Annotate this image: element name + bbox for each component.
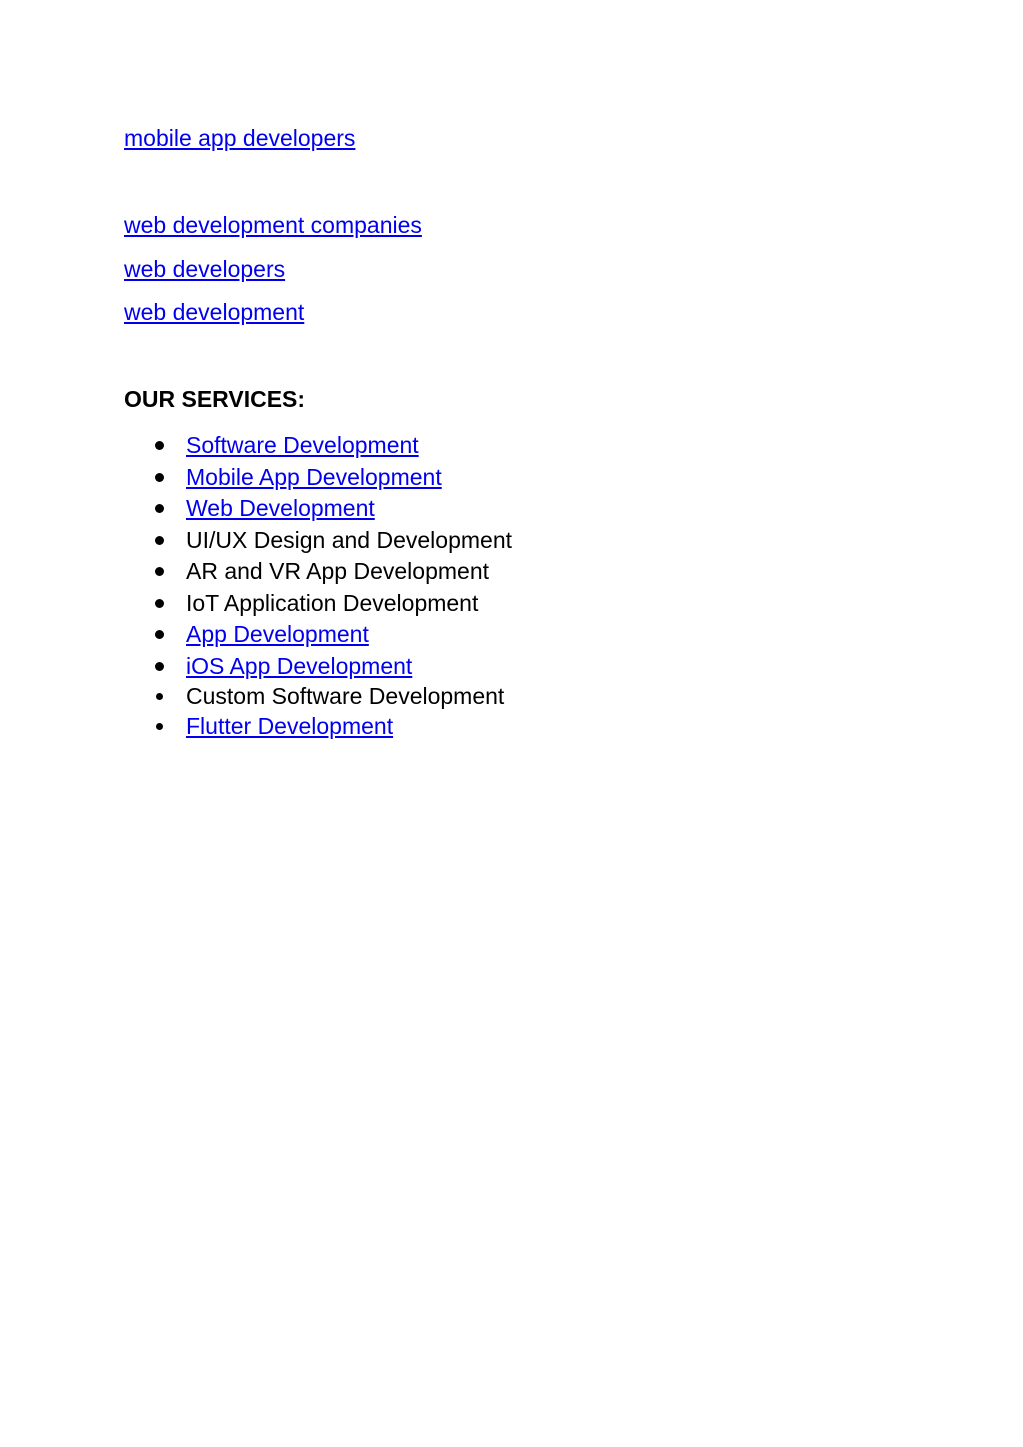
service-link-software-development[interactable]: Software Development (186, 432, 419, 458)
service-link-flutter-development[interactable]: Flutter Development (186, 713, 394, 739)
list-item (0, 493, 700, 523)
service-link-app-development[interactable]: App Development (186, 621, 369, 647)
list-item (0, 556, 700, 586)
bullet-icon (155, 630, 164, 639)
services-heading: OUR SERVICES: (124, 386, 306, 412)
list-item (0, 525, 700, 555)
list-item (0, 651, 700, 681)
list-item (0, 430, 700, 460)
bullet-icon (155, 536, 164, 545)
link-web-development-companies[interactable]: web development companies (124, 212, 422, 238)
link-mobile-app-developers[interactable]: mobile app developers (124, 125, 356, 151)
link-web-developers[interactable]: web developers (124, 256, 286, 282)
link-web-development[interactable]: web development (124, 299, 305, 325)
list-item (0, 711, 700, 741)
service-link-web-development[interactable]: Web Development (186, 495, 375, 521)
list-item (0, 619, 700, 649)
service-text-custom-software: Custom Software Development (186, 683, 505, 709)
bullet-icon (155, 662, 164, 671)
list-item (0, 588, 700, 618)
bullet-icon (156, 723, 163, 730)
bullet-icon (155, 567, 164, 576)
list-item (0, 681, 700, 711)
service-text-ui-ux-design: UI/UX Design and Development (186, 527, 512, 553)
service-link-ios-app-development[interactable]: iOS App Development (186, 653, 413, 679)
bullet-icon (155, 473, 164, 482)
bullet-icon (156, 693, 163, 700)
service-text-ar-vr: AR and VR App Development (186, 558, 490, 584)
service-link-mobile-app-development[interactable]: Mobile App Development (186, 464, 442, 490)
service-text-iot: IoT Application Development (186, 590, 479, 616)
bullet-icon (155, 599, 164, 608)
bullet-icon (155, 441, 164, 450)
list-item (0, 462, 700, 492)
bullet-icon (155, 504, 164, 513)
